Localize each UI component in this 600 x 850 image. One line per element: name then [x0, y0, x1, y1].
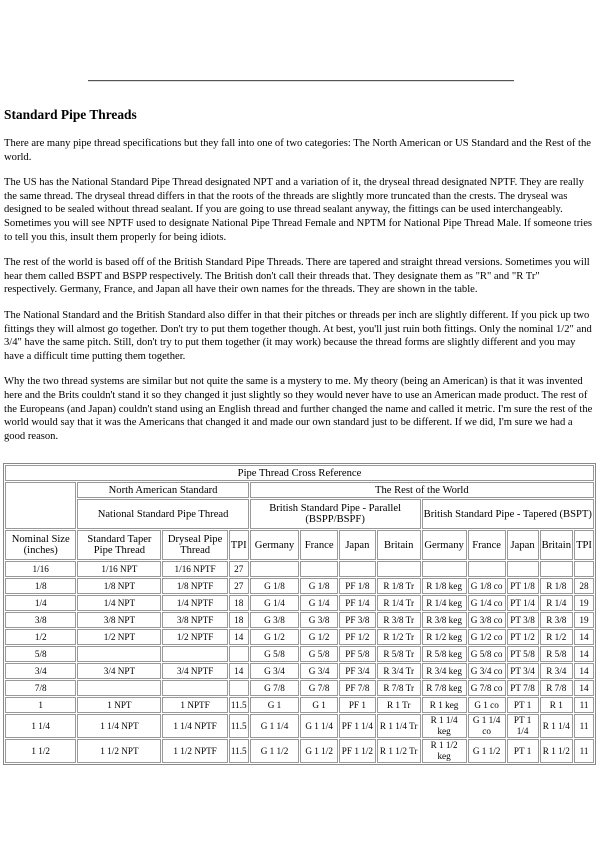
- cell-france-tapered: G 1/2 co: [468, 629, 506, 645]
- cell-britain-tapered: R 1 1/2: [540, 739, 573, 763]
- cell-nominal: 1 1/4: [5, 714, 76, 738]
- cell-tpi-tapered: 14: [574, 680, 594, 696]
- cell-nominal: 1/16: [5, 561, 76, 577]
- cell-tpi: 18: [229, 595, 249, 611]
- header-france: France: [300, 530, 338, 560]
- subgroup-national: National Standard Pipe Thread: [77, 499, 248, 529]
- table-row: [5, 595, 594, 611]
- cell-germany: G 7/8: [250, 680, 300, 696]
- header-taper: Standard Taper Pipe Thread: [77, 530, 161, 560]
- cell-britain: R 1 Tr: [377, 697, 421, 713]
- cell-nominal: 1: [5, 697, 76, 713]
- cell-germany: [250, 561, 300, 577]
- cell-japan: PF 1 1/4: [339, 714, 376, 738]
- cell-japan-tapered: PT 1/2: [507, 629, 539, 645]
- cell-japan-tapered: [507, 561, 539, 577]
- cell-germany: G 3/8: [250, 612, 300, 628]
- header-germany-tapered: Germany: [422, 530, 467, 560]
- cell-japan-tapered: PT 3/4: [507, 663, 539, 679]
- cell-germany: G 1 1/2: [250, 739, 300, 763]
- table-row: [5, 739, 594, 763]
- cell-dryseal: 3/8 NPTF: [162, 612, 227, 628]
- header-nominal: Nominal Size (inches): [5, 530, 76, 560]
- cell-nominal: 5/8: [5, 646, 76, 662]
- cell-taper: 1/4 NPT: [77, 595, 161, 611]
- cell-tpi-tapered: 19: [574, 595, 594, 611]
- cell-japan-tapered: PT 7/8: [507, 680, 539, 696]
- cell-germany-tapered: R 1/2 keg: [422, 629, 467, 645]
- cell-japan: PF 1 1/2: [339, 739, 376, 763]
- cell-nominal: 3/8: [5, 612, 76, 628]
- cell-france: G 1/4: [300, 595, 338, 611]
- cell-france-tapered: [468, 561, 506, 577]
- cell-france: G 5/8: [300, 646, 338, 662]
- table-row: [5, 646, 594, 662]
- cell-tpi: 11.5: [229, 714, 249, 738]
- cell-taper: 1 NPT: [77, 697, 161, 713]
- cell-britain: R 1/2 Tr: [377, 629, 421, 645]
- table-row: [5, 714, 594, 738]
- cell-france-tapered: G 1 1/2: [468, 739, 506, 763]
- cell-tpi: 11.5: [229, 697, 249, 713]
- cell-japan: PF 1: [339, 697, 376, 713]
- cell-nominal: 7/8: [5, 680, 76, 696]
- cell-nominal: 1/2: [5, 629, 76, 645]
- cell-britain: R 3/8 Tr: [377, 612, 421, 628]
- cell-britain: R 1 1/2 Tr: [377, 739, 421, 763]
- pipe-thread-table: [3, 463, 596, 765]
- table-row: [5, 680, 594, 696]
- table-subgroup-row: [5, 499, 594, 529]
- cell-germany: G 1/4: [250, 595, 300, 611]
- cell-japan-tapered: PT 1 1/4: [507, 714, 539, 738]
- cell-germany-tapered: R 3/8 keg: [422, 612, 467, 628]
- cell-tpi: [229, 646, 249, 662]
- cell-britain-tapered: R 1/2: [540, 629, 573, 645]
- cell-germany-tapered: [422, 561, 467, 577]
- cell-nominal: 3/4: [5, 663, 76, 679]
- cell-japan-tapered: PT 3/8: [507, 612, 539, 628]
- cell-dryseal: [162, 646, 227, 662]
- cell-britain: R 1 1/4 Tr: [377, 714, 421, 738]
- cell-germany-tapered: R 1 keg: [422, 697, 467, 713]
- cell-germany: G 1/8: [250, 578, 300, 594]
- cell-germany: G 5/8: [250, 646, 300, 662]
- subgroup-bspp: British Standard Pipe - Parallel (BSPP/BSPF): [250, 499, 421, 529]
- cell-japan-tapered: PT 1/4: [507, 595, 539, 611]
- cell-tpi: 27: [229, 578, 249, 594]
- cell-france-tapered: G 1 co: [468, 697, 506, 713]
- cell-britain: R 1/8 Tr: [377, 578, 421, 594]
- cell-nominal: 1/8: [5, 578, 76, 594]
- cell-britain: R 7/8 Tr: [377, 680, 421, 696]
- paragraph-theory: Why the two thread systems are similar but not quite the same is a mystery to me. My theory (being an American) is that it was invented here and the Brits couldn't stand it so they changed it just slightly so they would never have to use an American made product. The rest of the Europeans (and Japan) couldn't stand using an English thread and further changed the name and called it metric. I'm sure the rest of the world would say that it was the Americans that changed it and made our own standard just to be different. If we did, I'm sure we had a good reason.: [4, 376, 593, 442]
- paragraph-us-standard: The US has the National Standard Pipe Thread designated NPT and a variation of it, the dryseal thread designated NPTF. They are really the same thread. The dryseal thread differs in that the roots of the threads are slightly more truncated than the crests. The dryseal was designed to be sealed without thread sealant. If you are going to use thread sealant anyway, the fittings can be used interchangeably. Sometimes you will see NPTF used to designate National Pipe Thread Female and NPTM for National Pipe Thread Male. If someone tries to tell you this, insult them properly for being idiots.: [4, 177, 593, 243]
- cell-dryseal: 1/4 NPTF: [162, 595, 227, 611]
- cell-japan: PF 1/8: [339, 578, 376, 594]
- table-row: [5, 629, 594, 645]
- cell-germany-tapered: R 1/4 keg: [422, 595, 467, 611]
- cell-france: G 3/8: [300, 612, 338, 628]
- article: [4, 106, 594, 455]
- cell-japan-tapered: PT 1/8: [507, 578, 539, 594]
- cell-dryseal: 1 1/4 NPTF: [162, 714, 227, 738]
- cell-britain: R 5/8 Tr: [377, 646, 421, 662]
- cell-france-tapered: G 3/4 co: [468, 663, 506, 679]
- cell-france: G 1/2: [300, 629, 338, 645]
- cell-taper: 1/2 NPT: [77, 629, 161, 645]
- cell-dryseal: 1 NPTF: [162, 697, 227, 713]
- cell-dryseal: [162, 680, 227, 696]
- cell-france-tapered: G 1 1/4 co: [468, 714, 506, 738]
- header-britain-tapered: Britain: [540, 530, 573, 560]
- subgroup-bspt: British Standard Pipe - Tapered (BSPT): [422, 499, 594, 529]
- cell-japan-tapered: PT 1: [507, 739, 539, 763]
- cell-britain-tapered: R 1/4: [540, 595, 573, 611]
- cell-taper: [77, 646, 161, 662]
- cell-taper: [77, 680, 161, 696]
- cell-britain-tapered: R 3/8: [540, 612, 573, 628]
- group-rest-of-world: The Rest of the World: [250, 482, 594, 498]
- cell-france: G 3/4: [300, 663, 338, 679]
- cell-france: G 1: [300, 697, 338, 713]
- cell-tpi-tapered: 14: [574, 629, 594, 645]
- cell-nominal: 1/4: [5, 595, 76, 611]
- paragraph-rest-of-world: The rest of the world is based off of the British Standard Pipe Threads. There are tapered and straight thread versions. Sometimes you will hear them called BSPT and BSPP respectively. The British don't call their threads that. They designate them as "R" and "R Tr" respectively. Germany, France, and Japan all have their own names for the threads. They are shown in the table.: [4, 257, 590, 296]
- cell-tpi-tapered: 11: [574, 697, 594, 713]
- cell-taper: 3/8 NPT: [77, 612, 161, 628]
- cell-germany: G 1/2: [250, 629, 300, 645]
- cell-britain-tapered: R 1/8: [540, 578, 573, 594]
- cell-taper: 1/8 NPT: [77, 578, 161, 594]
- table-caption: Pipe Thread Cross Reference: [5, 465, 594, 481]
- cell-taper: 1/16 NPT: [77, 561, 161, 577]
- cell-japan: PF 3/4: [339, 663, 376, 679]
- cell-france-tapered: G 5/8 co: [468, 646, 506, 662]
- table-row: [5, 697, 594, 713]
- cell-germany: G 1 1/4: [250, 714, 300, 738]
- cell-taper: 1 1/4 NPT: [77, 714, 161, 738]
- header-france-tapered: France: [468, 530, 506, 560]
- header-japan-tapered: Japan: [507, 530, 539, 560]
- cell-germany-tapered: R 1 1/4 keg: [422, 714, 467, 738]
- table-caption-row: [5, 465, 594, 481]
- cell-france: [300, 561, 338, 577]
- header-dryseal: Dryseal Pipe Thread: [162, 530, 227, 560]
- page-title: Standard Pipe Threads: [4, 107, 137, 122]
- cell-japan: PF 3/8: [339, 612, 376, 628]
- table-row: [5, 663, 594, 679]
- cell-japan: PF 1/4: [339, 595, 376, 611]
- table-row: [5, 612, 594, 628]
- cell-britain-tapered: R 7/8: [540, 680, 573, 696]
- cell-japan: PF 5/8: [339, 646, 376, 662]
- cell-tpi-tapered: 28: [574, 578, 594, 594]
- cell-france: G 1 1/2: [300, 739, 338, 763]
- cell-tpi-tapered: 14: [574, 663, 594, 679]
- cell-tpi-tapered: 19: [574, 612, 594, 628]
- cell-dryseal: 1/8 NPTF: [162, 578, 227, 594]
- cell-france: G 7/8: [300, 680, 338, 696]
- cell-germany-tapered: R 7/8 keg: [422, 680, 467, 696]
- cell-taper: 1 1/2 NPT: [77, 739, 161, 763]
- cell-britain: R 3/4 Tr: [377, 663, 421, 679]
- cell-tpi: 27: [229, 561, 249, 577]
- cell-france-tapered: G 1/4 co: [468, 595, 506, 611]
- cell-germany-tapered: R 1 1/2 keg: [422, 739, 467, 763]
- cell-tpi: 18: [229, 612, 249, 628]
- header-tpi: TPI: [229, 530, 249, 560]
- cell-tpi-tapered: [574, 561, 594, 577]
- cell-britain-tapered: R 1 1/4: [540, 714, 573, 738]
- cell-britain-tapered: R 3/4: [540, 663, 573, 679]
- cell-nominal: 1 1/2: [5, 739, 76, 763]
- cell-japan: [339, 561, 376, 577]
- table-row: [5, 561, 594, 577]
- paragraph-intro: There are many pipe thread specifications but they fall into one of two categories: The North American or US Standard and the Rest of the world.: [4, 138, 591, 163]
- group-north-american: North American Standard: [77, 482, 248, 498]
- paragraph-differences: The National Standard and the British Standard also differ in that their pitches or threads per inch are slightly different. If you pick up two fittings they will almost go together. Don't try to put them together though. At best, you'll just ruin both fittings. Only the nominal 1/2" and 3/4" have the same pitch. Still, don't try to put them together (it may work) because the thread forms are slightly different and you may have a difficult time putting them together.: [4, 309, 592, 362]
- cell-dryseal: 1/16 NPTF: [162, 561, 227, 577]
- cell-france-tapered: G 3/8 co: [468, 612, 506, 628]
- cell-tpi-tapered: 14: [574, 646, 594, 662]
- table-group-row: [5, 482, 594, 498]
- cell-france: G 1/8: [300, 578, 338, 594]
- cell-japan: PF 1/2: [339, 629, 376, 645]
- cell-france-tapered: G 7/8 co: [468, 680, 506, 696]
- cell-britain-tapered: [540, 561, 573, 577]
- cell-tpi: 14: [229, 629, 249, 645]
- cell-britain-tapered: R 1: [540, 697, 573, 713]
- cell-britain: [377, 561, 421, 577]
- cell-japan: PF 7/8: [339, 680, 376, 696]
- header-britain: Britain: [377, 530, 421, 560]
- cell-tpi: 14: [229, 663, 249, 679]
- cell-germany: G 3/4: [250, 663, 300, 679]
- cell-france: G 1 1/4: [300, 714, 338, 738]
- cell-france-tapered: G 1/8 co: [468, 578, 506, 594]
- cell-germany: G 1: [250, 697, 300, 713]
- cell-britain-tapered: R 5/8: [540, 646, 573, 662]
- cell-japan-tapered: PT 5/8: [507, 646, 539, 662]
- horizontal-rule: [88, 80, 514, 82]
- cell-japan-tapered: PT 1: [507, 697, 539, 713]
- cell-tpi: [229, 680, 249, 696]
- cell-tpi: 11.5: [229, 739, 249, 763]
- table-row: [5, 578, 594, 594]
- header-germany: Germany: [250, 530, 300, 560]
- cell-dryseal: 3/4 NPTF: [162, 663, 227, 679]
- cell-taper: 3/4 NPT: [77, 663, 161, 679]
- cell-germany-tapered: R 3/4 keg: [422, 663, 467, 679]
- cell-dryseal: 1/2 NPTF: [162, 629, 227, 645]
- header-tpi-tapered: TPI: [574, 530, 594, 560]
- cell-germany-tapered: R 1/8 keg: [422, 578, 467, 594]
- cell-britain: R 1/4 Tr: [377, 595, 421, 611]
- header-japan: Japan: [339, 530, 376, 560]
- cell-tpi-tapered: 11: [574, 714, 594, 738]
- table-header-row: [5, 530, 594, 560]
- blank-corner-cell: [5, 482, 76, 529]
- cell-tpi-tapered: 11: [574, 739, 594, 763]
- cell-germany-tapered: R 5/8 keg: [422, 646, 467, 662]
- cell-dryseal: 1 1/2 NPTF: [162, 739, 227, 763]
